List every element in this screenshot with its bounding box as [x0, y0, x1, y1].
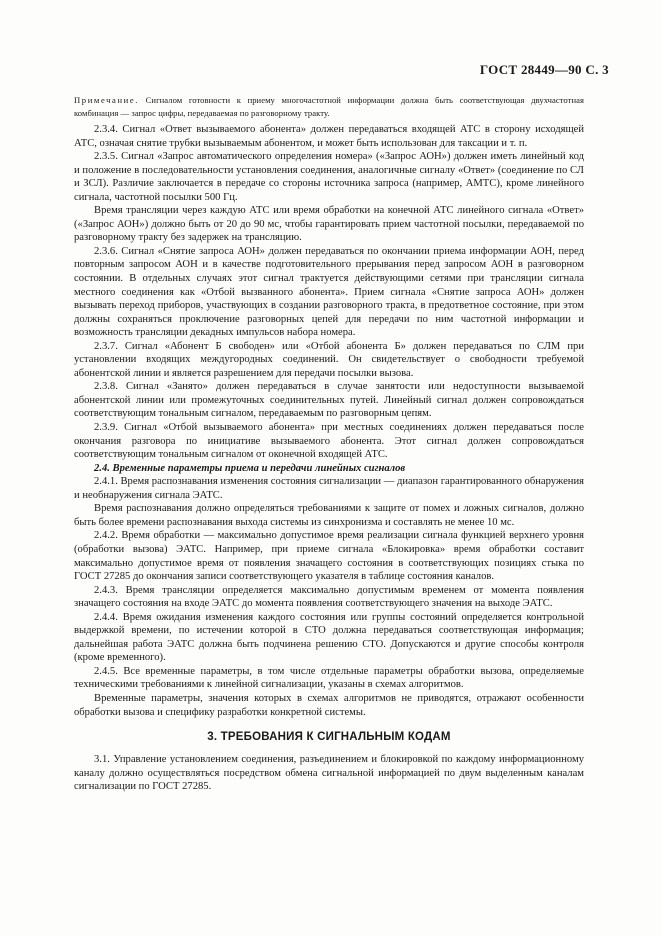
subheading-2-4: 2.4. Временные параметры приема и передачи линейных сигналов	[94, 462, 406, 474]
paragraph-3-1: 3.1. Управление установлением соединения, разъединением и блокировкой по каждому информационному каналу должно осуществляться посредством обмена сигнальной информацией по двум выделенным каналам сигнализации по ГОСТ 27285.	[74, 754, 584, 793]
paragraph-2-4-2: 2.4.2. Время обработки — максимально допустимое время реализации сигнала функцией верхнего уровня (обработки вызова) ЭАТС. Например, при приеме сигнала «Блокировка» время обработки составит максимально допустимое время от появления значащего состояния в соответствующих позициях стыка по ГОСТ 27285 до окончания записи соответствующего указателя в таблице состояния каналов.	[74, 530, 584, 583]
paragraph-2-3-7: 2.3.7. Сигнал «Абонент Б свободен» или «Отбой абонента Б» должен передаваться по СЛМ при установлении входящих междугородных соединений. Он свидетельствует о свободности требуемой абонентской линии и является разрешением для передачи посылки вызова.	[74, 340, 584, 379]
paragraph-2-3-9: 2.3.9. Сигнал «Отбой вызываемого абонента» при местных соединениях должен передаваться после окончания разговора по инициативе вызываемого абонента. Этот сигнал должен сопровождаться соответствующим тональным сигналом от оконечной входящей АТС.	[74, 422, 584, 461]
paragraph-2-4-5: 2.4.5. Все временные параметры, в том числе отдельные параметры обработки вызова, определяемые техническими требованиями к линейной сигнализации, указаны в схемах алгоритмов.	[74, 665, 584, 691]
paragraph-2-4-3: 2.4.3. Время трансляции определяется максимально допустимым временем от момента появления значащего состояния на входе ЭАТС до момента появления соответствующего значения на выходе ЭАТС.	[74, 584, 584, 610]
paragraph-2-3-4: 2.3.4. Сигнал «Ответ вызываемого абонента» должен передаваться входящей АТС в сторону исходящей АТС, означая снятие трубки вызываемым абонентом, и может быть использован для таксации и т. п.	[74, 124, 584, 149]
paragraph-2-3-5: 2.3.5. Сигнал «Запрос автоматического определения номера» («Запрос АОН») должен иметь линейный код и положение в последовательности установления соединения, аналогичные сигналу «Ответ» (соединение по СЛ и ЗСЛ). Различие заключается в передаче со стороны источника запроса (например, АМТС), кроме линейного сигнала, частотной посылки 500 Гц.	[74, 151, 584, 203]
page-body	[74, 94, 584, 794]
section-3-title: 3. ТРЕБОВАНИЯ К СИГНАЛЬНЫМ КОДАМ	[207, 731, 451, 744]
note	[74, 94, 584, 119]
note-text: Сигналом готовности к приему многочастотной информации должна быть соответствующая двухчастотная комбинация — запрос цифры, передаваемая по разговорному тракту.	[74, 95, 584, 118]
running-header: ГОСТ 28449—90 С. 3	[479, 62, 609, 77]
note-label: Примечание.	[74, 95, 140, 105]
paragraph-2-4-4: 2.4.4. Время ожидания изменения каждого состояния или группы состояний определяется контрольной выдержкой времени, по истечении которой в СТО должна передаваться соответствующая информация; дальнейшая работа ЭАТС должна быть подчинена решению СТО. Допускаются и другие способы контроля (кроме временного).	[74, 611, 584, 664]
paragraph-2-4-5-detail: Временные параметры, значения которых в схемах алгоритмов не приводятся, отражают особенности обработки вызова и специфику разработки конкретной системы.	[74, 692, 584, 718]
paragraph-2-3-6: 2.3.6. Сигнал «Снятие запроса АОН» должен передаваться по окончании приема информации АОН, перед повторным запросом АОН и в качестве подготовительного прерывания перед запросом АОН в разговорном состоянии. В отдельных случаях этот сигнал трактуется действующими сетями при трансляции сигнала местного соединения как «Отбой вызванного абонента». Прием сигнала «Снятие запроса АОН» должен вызывать переход приборов, участвующих в создании разговорного тракта, в предответное состояние, при этом должны сохраняться проключение разговорных цепей для передачи по ним частотной информации и возможность трансляции декадных импульсов набора номера.	[74, 245, 584, 339]
paragraph-2-3-5-timing: Время трансляции через каждую АТС или время обработки на конечной АТС линейного сигнала «Ответ» («Запрос АОН») должно быть от 20 до 90 мс, чтобы гарантировать прием частотной посылки, передаваемой по разговорному тракту без задержек на трансляцию.	[74, 205, 584, 244]
paragraph-2-4-1-detail: Время распознавания должно определяться требованиями к защите от помех и ложных сигналов, должно быть более времени распознавания выхода системы из синхронизма и составлять не менее 10 мс.	[74, 503, 584, 528]
paragraph-2-4-1: 2.4.1. Время распознавания изменения состояния сигнализации — диапазон гарантированного обнаружения и необнаружения сигнала ЭАТС.	[74, 476, 584, 501]
paragraph-2-3-8: 2.3.8. Сигнал «Занято» должен передаваться в случае занятости или недоступности вызываемой абонентской линии или промежуточных соединительных путей. Линейный сигнал должен сопровождаться соответствующим тональным сигналом, передаваемым по разговорным цепям.	[74, 381, 584, 420]
